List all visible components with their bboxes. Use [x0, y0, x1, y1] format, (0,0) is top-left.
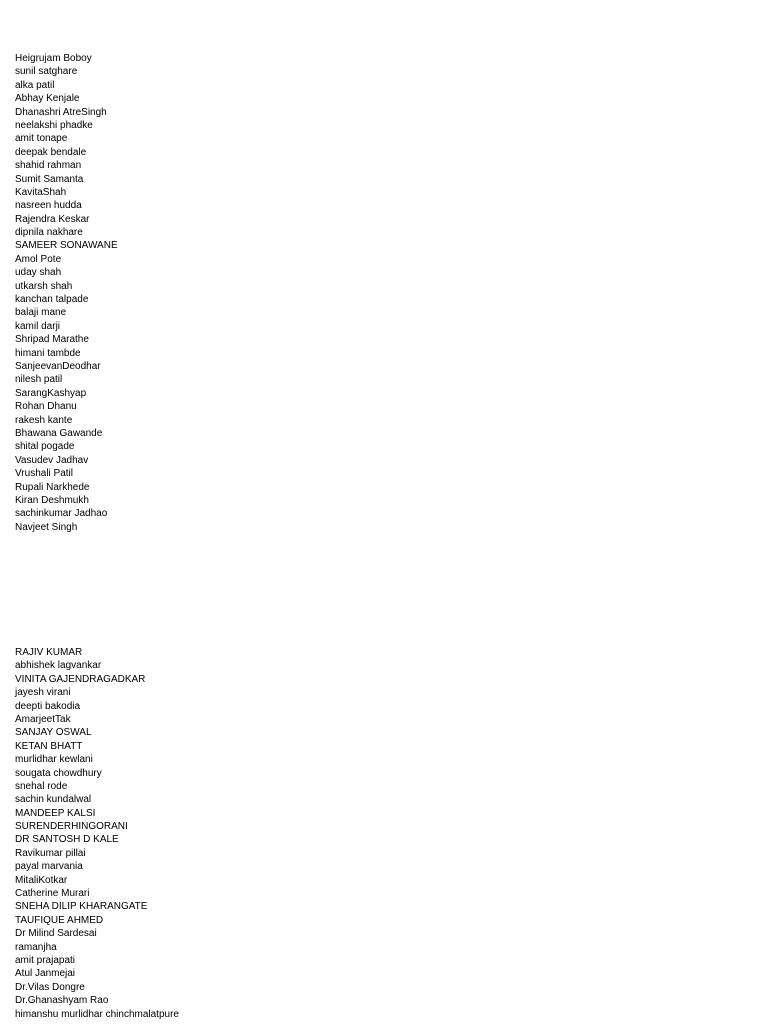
- list-item: SarangKashyap: [15, 387, 87, 399]
- list-item: Abhay Kenjale: [15, 93, 80, 105]
- list-item: amit tonape: [15, 133, 68, 145]
- list-item: sougata chowdhury: [15, 767, 102, 779]
- list-item: DR SANTOSH D KALE: [15, 834, 119, 846]
- list-item: Atul Janmejai: [15, 968, 76, 980]
- list-item: KavitaShah: [15, 186, 67, 198]
- list-item: balaji mane: [15, 307, 67, 319]
- list-item: murlidhar kewlani: [15, 754, 93, 766]
- list-item: Amol Pote: [15, 253, 62, 265]
- name-list-2: [15, 646, 179, 1021]
- list-item: shahid rahman: [15, 160, 82, 172]
- list-item: amit prajapati: [15, 954, 76, 966]
- list-item: Dr.Vilas Dongre: [15, 981, 85, 993]
- list-item: Dr Milind Sardesai: [15, 928, 97, 940]
- list-item: Ravikumar pillai: [15, 847, 86, 859]
- list-item: utkarsh shah: [15, 280, 73, 292]
- list-item: Dr.Ghanashyam Rao: [15, 995, 109, 1007]
- list-item: SNEHA DILIP KHARANGATE: [15, 901, 148, 913]
- list-item: Heigrujam Boboy: [15, 53, 92, 64]
- list-item: kamil darji: [15, 320, 61, 332]
- list-item: Navjeet Singh: [15, 521, 78, 533]
- list-item: MANDEEP KALSI: [15, 807, 96, 819]
- list-item: Rupali Narkhede: [15, 481, 90, 493]
- list-item: Vrushali Patil: [15, 468, 73, 480]
- list-item: deepak bendale: [15, 146, 87, 158]
- list-item: SURENDERHINGORANI: [15, 821, 128, 833]
- list-item: nilesh patil: [15, 374, 63, 386]
- list-item: rakesh kante: [15, 414, 73, 426]
- list-item: SAMEER SONAWANE: [15, 240, 118, 252]
- list-item: SanjeevanDeodhar: [15, 360, 101, 372]
- list-item: RAJIV KUMAR: [15, 647, 83, 658]
- list-item: MitaliKotkar: [15, 874, 68, 886]
- list-item: Sumit Samanta: [15, 173, 84, 185]
- list-item: Catherine Murari: [15, 888, 90, 900]
- list-item: Vasudev Jadhav: [15, 454, 89, 466]
- list-item: Kiran Deshmukh: [15, 494, 89, 506]
- list-item: kanchan talpade: [15, 294, 89, 306]
- list-item: payal marvania: [15, 861, 83, 873]
- list-item: Dhanashri AtreSingh: [15, 106, 107, 118]
- list-item: deepti bakodia: [15, 700, 81, 712]
- list-item: himani tambde: [15, 347, 81, 359]
- list-item: AmarjeetTak: [15, 713, 71, 725]
- list-item: shital pogade: [15, 441, 75, 453]
- list-item: VINITA GAJENDRAGADKAR: [15, 673, 146, 685]
- list-item: ramanjha: [15, 941, 57, 953]
- list-item: Shripad Marathe: [15, 334, 89, 346]
- list-item: sunil satghare: [15, 66, 78, 78]
- list-item: uday shah: [15, 267, 62, 279]
- list-item: Rajendra Keskar: [15, 213, 90, 225]
- list-item: Bhawana Gawande: [15, 427, 103, 439]
- list-item: SANJAY OSWAL: [15, 727, 92, 739]
- name-list-1: [15, 52, 118, 534]
- list-item: himanshu murlidhar chinchmalatpure: [15, 1008, 179, 1020]
- list-item: TAUFIQUE AHMED: [15, 914, 104, 926]
- list-item: jayesh virani: [15, 687, 71, 699]
- list-item: neelakshi phadke: [15, 119, 93, 131]
- list-item: Rohan Dhanu: [15, 401, 77, 413]
- list-item: dipnila nakhare: [15, 227, 83, 239]
- list-item: abhishek lagvankar: [15, 660, 102, 672]
- list-item: sachin kundalwal: [15, 794, 92, 806]
- list-item: nasreen hudda: [15, 200, 82, 212]
- list-item: sachinkumar Jadhao: [15, 508, 108, 520]
- list-item: alka patil: [15, 79, 55, 91]
- list-item: snehal rode: [15, 780, 68, 792]
- list-item: KETAN BHATT: [15, 740, 83, 752]
